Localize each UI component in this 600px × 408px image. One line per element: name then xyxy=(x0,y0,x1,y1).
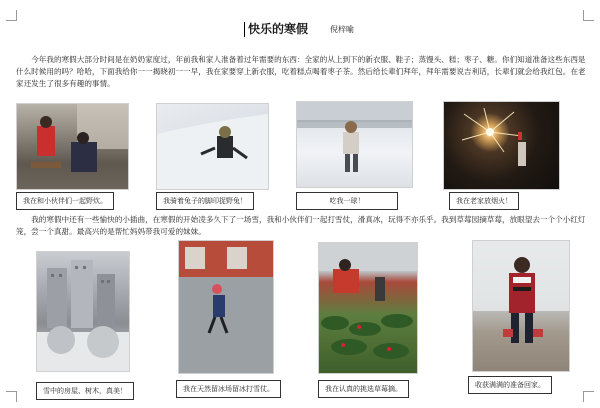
paragraph-intro: 今年我的寒假大部分时间是在奶奶家度过，年前我和家人准备着过年需要的东西：全家的从上到下的新衣服、鞋子；蒸馒头、糕；枣子、糖。你们知道准备这些东西是什么时候用的吗？哈哈，下面我给你一一揭晓初一一早，我在家要穿上新衣服，吃着糕点喝着枣子茶。然后给长辈们拜年，拜年需要说吉利话，长辈们就会给我红包。在老家还发生了很多有趣的事情。 xyxy=(16,55,586,88)
photo-cooking-outdoors xyxy=(16,103,129,190)
page-corner-top-right xyxy=(583,10,594,21)
page-corner-top-left xyxy=(6,10,17,21)
caption-ice-skating: 我在天然留冰场留冰打雪仗。 xyxy=(176,380,281,398)
author-name: 倪梓喻 xyxy=(330,25,354,34)
caption-cooking: 我在和小伙伴们一起野炊。 xyxy=(16,192,114,210)
photo-strawberry-picking xyxy=(318,242,418,374)
caption-fireworks: 我在老家放烟火！ xyxy=(449,192,519,210)
photo-ice-skating xyxy=(178,240,274,374)
page-corner-bottom-right xyxy=(583,391,594,402)
caption-rabbit: 我骑着兔子的脚印捉野兔！ xyxy=(156,192,254,210)
photo-snow-rabbit xyxy=(156,103,269,190)
caption-snowy-buildings: 雪中的房屋、树木，真美！ xyxy=(36,382,134,400)
photo-snowy-buildings xyxy=(36,251,130,372)
photo-fireworks xyxy=(443,101,560,190)
photo-snowball xyxy=(296,101,413,188)
caption-snowball: 吃我一球！ xyxy=(296,192,398,210)
page-corner-bottom-left xyxy=(6,391,17,402)
document-title: 快乐的寒假 xyxy=(248,22,309,36)
caption-harvest: 收获满满的准备回家。 xyxy=(468,376,552,394)
caption-strawberry: 我在认真的挑选草莓摘。 xyxy=(318,380,409,398)
paragraph-winter: 我的寒假中还有一些愉快的小插曲，在寒假的开始凌多久下了一场雪，我和小伙伴们一起打雪仗，滑真冰，玩得不亦乐乎。我到草莓园摘草莓，放眼望去一个个小红灯笼，尝一个真甜。最高兴的是帮忙妈妈带我可爱的妹妹。 xyxy=(16,215,586,236)
photo-greenhouse-harvest xyxy=(472,240,570,372)
text-cursor xyxy=(244,22,245,37)
